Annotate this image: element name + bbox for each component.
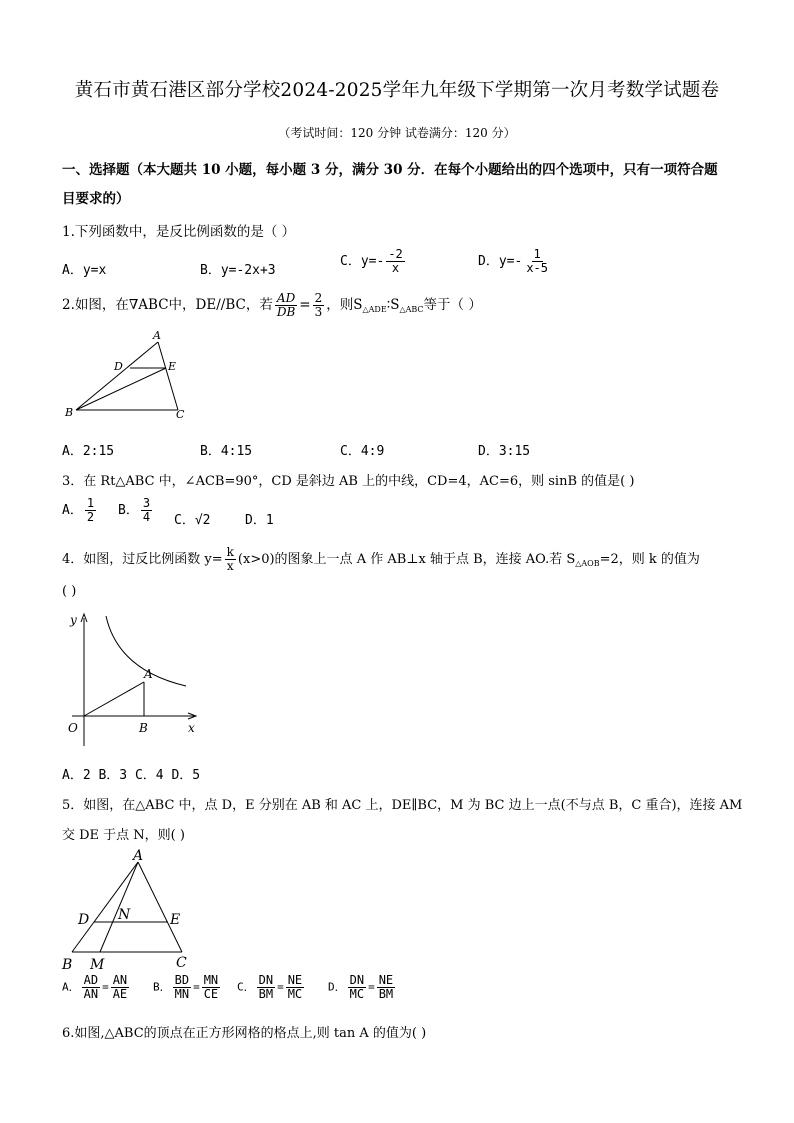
q5-c-n1: DN xyxy=(258,973,274,987)
q5-b-frac2 xyxy=(202,974,220,1001)
section-heading-2: 目要求的） xyxy=(62,191,130,207)
q4-k-den: x xyxy=(226,559,234,573)
q1-option-a: A．y=x xyxy=(62,263,107,278)
q1-c-num: -2 xyxy=(388,247,403,261)
q5-a-prefix: A． xyxy=(62,980,80,994)
q5-d-frac2 xyxy=(377,974,395,1001)
exam-title: 黄石市黄石港区部分学校2024-2025学年九年级下学期第一次月考数学试题卷 xyxy=(74,80,720,101)
q1-d-prefix: D．y=- xyxy=(478,254,523,269)
q1-c-fraction xyxy=(386,248,404,275)
q2-frac1-num: AD xyxy=(276,291,296,305)
q2-stem-post: 等于（ ） xyxy=(423,297,482,313)
q2-label-e: E xyxy=(168,360,177,373)
q2-stem-mid: ，则S xyxy=(326,297,363,313)
q3-option-d: D．1 xyxy=(245,513,274,528)
q5-d-n1: DN xyxy=(349,973,365,987)
q2-label-d: D xyxy=(114,360,123,373)
q5-b-eq: = xyxy=(193,980,200,994)
q3-b-fraction xyxy=(141,497,152,524)
q5-option-b xyxy=(153,974,222,1001)
q5-b-frac1 xyxy=(173,974,191,1001)
q4-k-fraction xyxy=(225,546,236,573)
q4-paren: ( ) xyxy=(62,584,77,599)
q5-a-n2: AN xyxy=(112,973,128,987)
q2-option-c: C．4:9 xyxy=(340,444,385,459)
q4-label-y: y xyxy=(70,613,77,627)
q4-k-num: k xyxy=(226,545,234,559)
q3-option-c: C．√2 xyxy=(174,513,211,528)
q5-label-m: M xyxy=(90,957,105,973)
q4-label-b: B xyxy=(139,721,148,735)
q2-label-b: B xyxy=(65,406,74,419)
q4-label-o: O xyxy=(68,721,78,735)
q2-frac2-den: 3 xyxy=(314,305,323,319)
q5-option-c xyxy=(237,974,306,1001)
q1-d-den: x-5 xyxy=(526,261,548,275)
q3-a-prefix: A． xyxy=(62,503,83,518)
q5-label-e: E xyxy=(170,912,181,928)
q5-d-prefix: D． xyxy=(328,980,346,994)
q3-b-den: 4 xyxy=(142,510,151,524)
q4-stem xyxy=(62,546,700,573)
q5-c-frac1 xyxy=(257,974,275,1001)
q1-option-b: B．y=-2x+3 xyxy=(200,263,276,278)
q2-option-b: B．4:15 xyxy=(200,444,253,459)
q5-b-n1: BD xyxy=(174,973,190,987)
q5-c-prefix: C． xyxy=(237,980,255,994)
q5-label-b: B xyxy=(62,957,73,973)
q2-eq: = xyxy=(299,297,311,313)
q2-sub1: △ADE xyxy=(362,305,387,314)
q5-d-d2: BM xyxy=(378,987,394,1001)
q5-d-n2: NE xyxy=(378,973,394,987)
q5-label-a: A xyxy=(133,848,144,864)
q2-frac2 xyxy=(313,292,325,319)
q2-option-d: D．3:15 xyxy=(478,444,531,459)
q5-label-c: C xyxy=(176,955,187,971)
q4-label-x: x xyxy=(188,721,195,735)
q5-a-d1: AN xyxy=(83,987,99,1001)
q4-stem-end: =2，则 k 的值为 xyxy=(599,552,700,567)
q4-label-a: A xyxy=(144,667,153,681)
q3-a-den: 2 xyxy=(86,510,95,524)
q1-d-num: 1 xyxy=(533,247,541,261)
q2-sub2: △ABC xyxy=(399,305,424,314)
q3-option-a xyxy=(62,497,98,524)
q5-a-frac1 xyxy=(82,974,100,1001)
q3-b-num: 3 xyxy=(142,496,151,510)
q5-d-eq: = xyxy=(368,980,375,994)
q5-a-frac2 xyxy=(111,974,129,1001)
q5-a-eq: = xyxy=(102,980,109,994)
q2-label-a: A xyxy=(153,329,161,342)
q3-stem: 3．在 Rt△ABC 中，∠ACB=90°，CD 是斜边 AB 上的中线，CD=4，AC=6，则 sinB 的值是( ) xyxy=(62,474,635,489)
q3-b-prefix: B． xyxy=(118,503,139,518)
q2-option-a: A．2:15 xyxy=(62,444,115,459)
q5-option-d xyxy=(328,974,397,1001)
q5-stem-line2: 交 DE 于点 N，则( ) xyxy=(62,828,185,843)
q3-a-fraction xyxy=(85,497,96,524)
q1-c-den: x xyxy=(391,261,400,275)
q5-c-eq: = xyxy=(277,980,284,994)
q1-option-c xyxy=(340,248,407,275)
q5-b-n2: MN xyxy=(203,973,219,987)
q5-label-d: D xyxy=(78,912,90,928)
q5-a-n1: AD xyxy=(83,973,99,987)
q5-b-d2: CE xyxy=(203,987,219,1001)
q5-a-d2: AE xyxy=(112,987,128,1001)
q5-c-d2: MC xyxy=(287,987,303,1001)
q2-triangle-figure xyxy=(60,328,200,423)
q3-option-b xyxy=(118,497,154,524)
q5-label-n: N xyxy=(118,907,131,923)
q4-sub: △AOB xyxy=(575,559,600,568)
q3-a-num: 1 xyxy=(86,496,95,510)
section-heading-1: 一、选择题（本大题共 10 小题，每小题 3 分，满分 30 分．在每个小题给出的四个选项中，只有一项符合题 xyxy=(62,162,718,178)
q4-stem-post: (x>0)的图象上一点 A 作 AB⊥x 轴于点 B，连接 AO.若 S xyxy=(237,552,576,567)
q5-b-d1: MN xyxy=(174,987,190,1001)
q2-stem-pre: 2.如图，在∇ABC中，DE//BC，若 xyxy=(62,297,273,313)
q1-c-prefix: C．y=- xyxy=(340,254,385,269)
q2-frac1-den: DB xyxy=(276,305,296,319)
q4-stem-pre: 4．如图，过反比例函数 y= xyxy=(62,552,223,567)
q5-c-d1: BM xyxy=(258,987,274,1001)
q2-colon: ∶S xyxy=(386,297,400,313)
q5-stem-line1: 5．如图，在△ABC 中，点 D，E 分别在 AB 和 AC 上，DE∥BC，M 为 BC 边上一点(不与点 B，C 重合)，连接 AM xyxy=(62,798,743,813)
q5-b-prefix: B． xyxy=(153,980,171,994)
q6-stem: 6.如图,△ABC的顶点在正方形网格的格点上,则 tan A 的值为( ) xyxy=(62,1026,427,1041)
q4-graph-figure xyxy=(60,608,210,750)
q2-stem xyxy=(62,292,482,319)
q2-label-c: C xyxy=(176,408,185,421)
q5-d-d1: MC xyxy=(349,987,365,1001)
q5-triangle-figure xyxy=(60,846,200,974)
q5-c-frac2 xyxy=(286,974,304,1001)
q1-stem: 1.下列函数中，是反比例函数的是（ ） xyxy=(62,224,296,240)
q2-frac2-num: 2 xyxy=(314,291,323,305)
q5-c-n2: NE xyxy=(287,973,303,987)
q1-d-fraction xyxy=(524,248,550,275)
exam-subtitle: （考试时间：120 分钟 试卷满分：120 分） xyxy=(278,126,516,140)
q1-option-d xyxy=(478,248,552,275)
q5-d-frac1 xyxy=(348,974,366,1001)
q4-options: A．2 B．3 C．4 D．5 xyxy=(62,768,201,783)
q2-frac1 xyxy=(275,292,297,319)
q5-option-a xyxy=(62,974,131,1001)
